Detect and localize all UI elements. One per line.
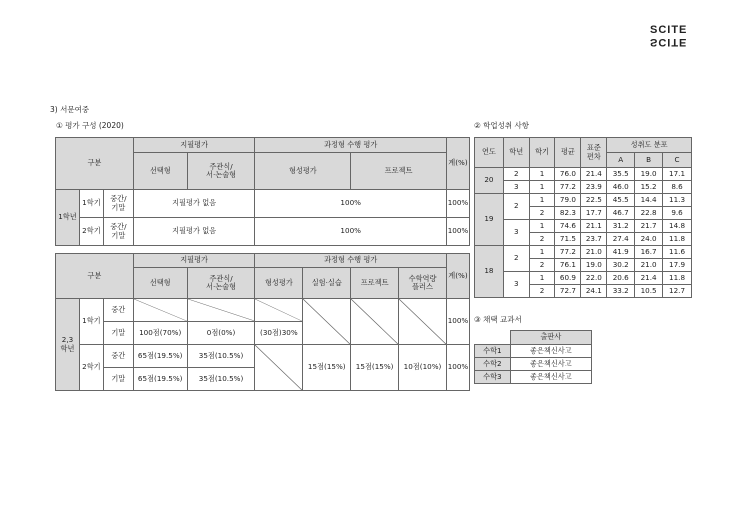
subject-cell: 수학1	[475, 345, 511, 358]
s2-silheom: 15점(15%)	[303, 345, 351, 391]
s1-gimal-jugwan: 0점(0%)	[187, 322, 255, 345]
c-cell: 17.9	[663, 259, 692, 272]
a-cell: 31.2	[607, 220, 635, 233]
c-cell: 11.3	[663, 194, 692, 207]
no-exam-text: 지필평가 없음	[133, 218, 255, 246]
header-hyeongseong: 형성평가	[255, 268, 303, 299]
evaluation-table-grade1	[55, 137, 470, 246]
header-std: 표준 편차	[581, 138, 607, 168]
sem-cell: 1	[529, 220, 555, 233]
a-cell: 30.2	[607, 259, 635, 272]
std-cell: 17.7	[581, 207, 607, 220]
a-cell: 35.5	[607, 168, 635, 181]
avg-cell: 82.3	[555, 207, 581, 220]
empty-corner	[475, 331, 511, 345]
a-cell: 20.6	[607, 272, 635, 285]
grade-cell: 2	[503, 194, 529, 220]
b-cell: 21.0	[635, 259, 663, 272]
sem-cell: 1	[529, 168, 555, 181]
header-gubun: 구분	[56, 254, 134, 299]
mid-final-label: 중간/ 기말	[103, 218, 133, 246]
std-cell: 24.1	[581, 285, 607, 298]
row-total: 100%	[446, 299, 469, 345]
process-pct: 100%	[255, 190, 446, 218]
std-cell: 23.7	[581, 233, 607, 246]
grade23-label: 2,3 학년	[56, 299, 80, 391]
b-cell: 16.7	[635, 246, 663, 259]
evaluation-table-grade23	[55, 253, 470, 391]
sem1-label: 1학기	[79, 299, 103, 345]
sem2-label: 2학기	[79, 345, 103, 391]
avg-cell: 60.9	[555, 272, 581, 285]
s2-jungan-seontaek: 65점(19.5%)	[133, 345, 187, 368]
s2-project: 15점(15%)	[351, 345, 399, 391]
header-jipil: 지필평가	[133, 138, 255, 153]
section-title: 3) 서문여중	[50, 105, 90, 114]
c-cell: 9.6	[663, 207, 692, 220]
grade-cell: 3	[503, 220, 529, 246]
std-cell: 22.5	[581, 194, 607, 207]
s2-gimal-seontaek: 65점(19.5%)	[133, 368, 187, 391]
std-cell: 19.0	[581, 259, 607, 272]
grade1-label: 1학년	[56, 190, 80, 246]
avg-cell: 77.2	[555, 181, 581, 194]
header-gubun: 구분	[56, 138, 134, 190]
publisher-cell: 좋은책신사고	[510, 371, 591, 384]
avg-cell: 76.0	[555, 168, 581, 181]
grade-cell: 2	[503, 246, 529, 272]
s1-gimal-seontaek: 100점(70%)	[133, 322, 187, 345]
b-cell: 21.4	[635, 272, 663, 285]
subject-cell: 수학2	[475, 358, 511, 371]
std-cell: 23.9	[581, 181, 607, 194]
b-cell: 22.8	[635, 207, 663, 220]
b-cell: 14.4	[635, 194, 663, 207]
std-cell: 21.4	[581, 168, 607, 181]
c-cell: 14.8	[663, 220, 692, 233]
s2-suhak: 10점(10%)	[399, 345, 447, 391]
logo-text: SCITE	[650, 24, 688, 36]
row-total: 100%	[446, 190, 469, 218]
header-seontaek: 선택형	[133, 268, 187, 299]
a-cell: 27.4	[607, 233, 635, 246]
c-cell: 11.6	[663, 246, 692, 259]
avg-cell: 72.7	[555, 285, 581, 298]
publisher-cell: 좋은책신사고	[510, 345, 591, 358]
b-cell: 19.0	[635, 168, 663, 181]
c-cell: 12.7	[663, 285, 692, 298]
empty-diagonal-cell	[351, 299, 399, 345]
table3-title: ③ 채택 교과서	[474, 315, 522, 324]
empty-diagonal-cell	[399, 299, 447, 345]
sem2-label: 2학기	[79, 218, 103, 246]
row-total: 100%	[446, 218, 469, 246]
header-hyeongseong: 형성평가	[255, 153, 351, 190]
sem-cell: 1	[529, 181, 555, 194]
s2-jungan-jugwan: 35점(10.5%)	[187, 345, 255, 368]
gimal-label: 기말	[103, 322, 133, 345]
textbook-table	[474, 330, 592, 384]
scite-logo	[650, 25, 698, 47]
table2-title: ② 학업성취 사항	[474, 121, 529, 130]
header-gwajeong: 과정형 수행 평가	[255, 254, 447, 268]
header-grade: 학년	[503, 138, 529, 168]
grade-cell: 3	[503, 272, 529, 298]
grade-cell: 3	[503, 181, 529, 194]
empty-diagonal-cell	[133, 299, 187, 322]
avg-cell: 77.2	[555, 246, 581, 259]
header-jugwan: 주관식/ 서·논술형	[187, 153, 255, 190]
header-avg: 평균	[555, 138, 581, 168]
s2-gimal-jugwan: 35점(10.5%)	[187, 368, 255, 391]
c-cell: 11.8	[663, 233, 692, 246]
a-cell: 46.0	[607, 181, 635, 194]
header-total: 계(%)	[446, 138, 469, 190]
row-total: 100%	[446, 345, 469, 391]
sem-cell: 2	[529, 207, 555, 220]
sem1-label: 1학기	[79, 190, 103, 218]
b-cell: 15.2	[635, 181, 663, 194]
publisher-cell: 좋은책신사고	[510, 358, 591, 371]
logo-text-mirrored: SCITE	[650, 36, 688, 48]
header-b: B	[635, 153, 663, 168]
empty-diagonal-cell	[303, 299, 351, 345]
header-project: 프로젝트	[351, 153, 447, 190]
c-cell: 8.6	[663, 181, 692, 194]
table1-title: ① 평가 구성 (2020)	[56, 121, 124, 130]
sem-cell: 2	[529, 259, 555, 272]
jungan-label: 중간	[103, 345, 133, 368]
a-cell: 33.2	[607, 285, 635, 298]
avg-cell: 74.6	[555, 220, 581, 233]
no-exam-text: 지필평가 없음	[133, 190, 255, 218]
sem-cell: 2	[529, 285, 555, 298]
sem-cell: 1	[529, 272, 555, 285]
empty-diagonal-cell	[187, 299, 255, 322]
year-cell: 20	[475, 168, 504, 194]
header-silheom: 실험·실습	[303, 268, 351, 299]
gimal-label: 기말	[103, 368, 133, 391]
std-cell: 21.0	[581, 246, 607, 259]
empty-diagonal-cell	[255, 345, 303, 391]
header-dist: 성취도 분포	[607, 138, 692, 153]
header-jugwan: 주관식/ 서·논술형	[187, 268, 255, 299]
b-cell: 24.0	[635, 233, 663, 246]
avg-cell: 71.5	[555, 233, 581, 246]
header-a: A	[607, 153, 635, 168]
header-sem: 학기	[529, 138, 555, 168]
b-cell: 10.5	[635, 285, 663, 298]
std-cell: 22.0	[581, 272, 607, 285]
sem-cell: 1	[529, 194, 555, 207]
std-cell: 21.1	[581, 220, 607, 233]
jungan-label: 중간	[103, 299, 133, 322]
a-cell: 45.5	[607, 194, 635, 207]
sem-cell: 2	[529, 233, 555, 246]
header-project: 프로젝트	[351, 268, 399, 299]
grade-cell: 2	[503, 168, 529, 181]
header-jipil: 지필평가	[133, 254, 255, 268]
year-cell: 18	[475, 246, 504, 298]
avg-cell: 79.0	[555, 194, 581, 207]
header-seontaek: 선택형	[133, 153, 187, 190]
c-cell: 17.1	[663, 168, 692, 181]
c-cell: 11.8	[663, 272, 692, 285]
achievement-table	[474, 137, 692, 298]
header-suhak: 수학역량 플러스	[399, 268, 447, 299]
b-cell: 21.7	[635, 220, 663, 233]
year-cell: 19	[475, 194, 504, 246]
avg-cell: 76.1	[555, 259, 581, 272]
subject-cell: 수학3	[475, 371, 511, 384]
mid-final-label: 중간/ 기말	[103, 190, 133, 218]
s1-hyeongseong: (30점)30%	[255, 322, 303, 345]
header-c: C	[663, 153, 692, 168]
header-gwajeong: 과정형 수행 평가	[255, 138, 446, 153]
sem-cell: 1	[529, 246, 555, 259]
empty-diagonal-cell	[255, 299, 303, 322]
header-year: 연도	[475, 138, 504, 168]
header-publisher: 출판사	[510, 331, 591, 345]
a-cell: 41.9	[607, 246, 635, 259]
process-pct: 100%	[255, 218, 446, 246]
a-cell: 46.7	[607, 207, 635, 220]
header-total: 계(%)	[446, 254, 469, 299]
